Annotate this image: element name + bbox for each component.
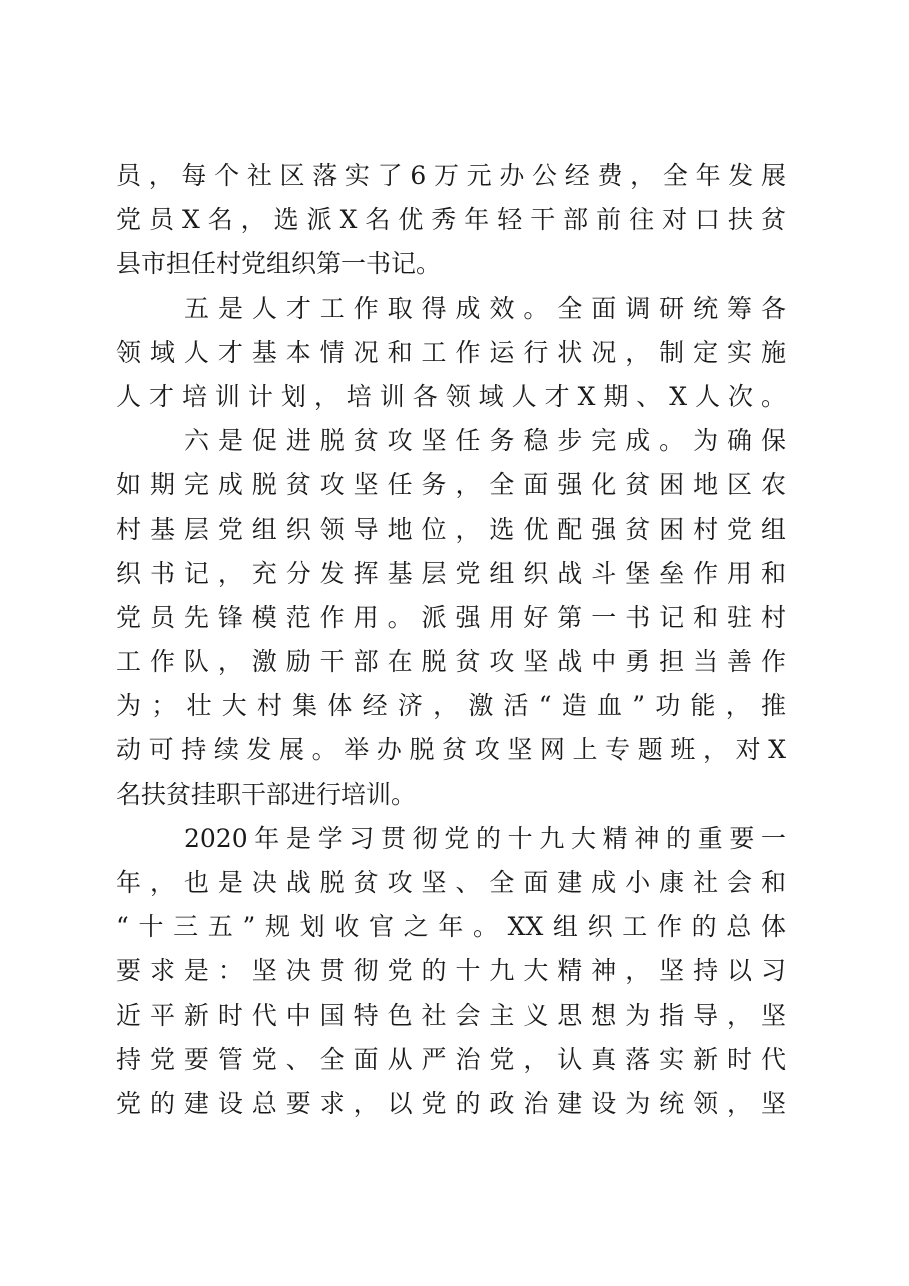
text-line: 工作队，激励干部在脱贫攻坚战中勇担当善作 bbox=[116, 647, 786, 677]
text-line: “十三五”规划收官之年。XX组织工作的总体 bbox=[116, 912, 786, 942]
text-line: 员，每个社区落实了6万元办公经费，全年发展 bbox=[116, 161, 786, 190]
paragraph-first-line: 2020年是学习贯彻党的十九大精神的重要一 bbox=[184, 823, 786, 853]
paragraph-first-line: 六是促进脱贫攻坚任务稳步完成。为确保 bbox=[184, 426, 786, 456]
text-line: 织书记，充分发挥基层党组织战斗堡垒作用和 bbox=[116, 558, 786, 588]
text-line: 近平新时代中国特色社会主义思想为指导，坚 bbox=[116, 1000, 786, 1030]
text-line: 要求是：坚决贯彻党的十九大精神，坚持以习 bbox=[116, 956, 786, 986]
text-line: 动可持续发展。举办脱贫攻坚网上专题班，对X bbox=[116, 735, 786, 765]
text-line: 名扶贫挂职干部进行培训。 bbox=[116, 779, 417, 809]
text-line: 年，也是决战脱贫攻坚、全面建成小康社会和 bbox=[116, 868, 786, 897]
body-text bbox=[116, 154, 786, 1126]
text-line: 党的建设总要求，以党的政治建设为统领，坚 bbox=[116, 1088, 786, 1118]
text-line: 人才培训计划，培训各领域人才X期、X人次。 bbox=[116, 381, 786, 411]
text-line: 村基层党组织领导地位，选优配强贫困村党组 bbox=[116, 514, 786, 544]
text-line: 持党要管党、全面从严治党，认真落实新时代 bbox=[116, 1044, 786, 1074]
text-line: 县市担任村党组织第一书记。 bbox=[116, 249, 442, 279]
paragraph-first-line: 五是人才工作取得成效。全面调研统筹各 bbox=[184, 293, 786, 323]
text-line: 为；壮大村集体经济，激活“造血”功能，推 bbox=[116, 691, 786, 721]
text-line: 如期完成脱贫攻坚任务，全面强化贫困地区农 bbox=[116, 470, 786, 500]
text-line: 党员先锋模范作用。派强用好第一书记和驻村 bbox=[116, 602, 786, 632]
text-line: 领域人才基本情况和工作运行状况，制定实施 bbox=[116, 337, 786, 367]
text-line: 党员X名，选派X名优秀年轻干部前往对口扶贫 bbox=[116, 205, 786, 235]
